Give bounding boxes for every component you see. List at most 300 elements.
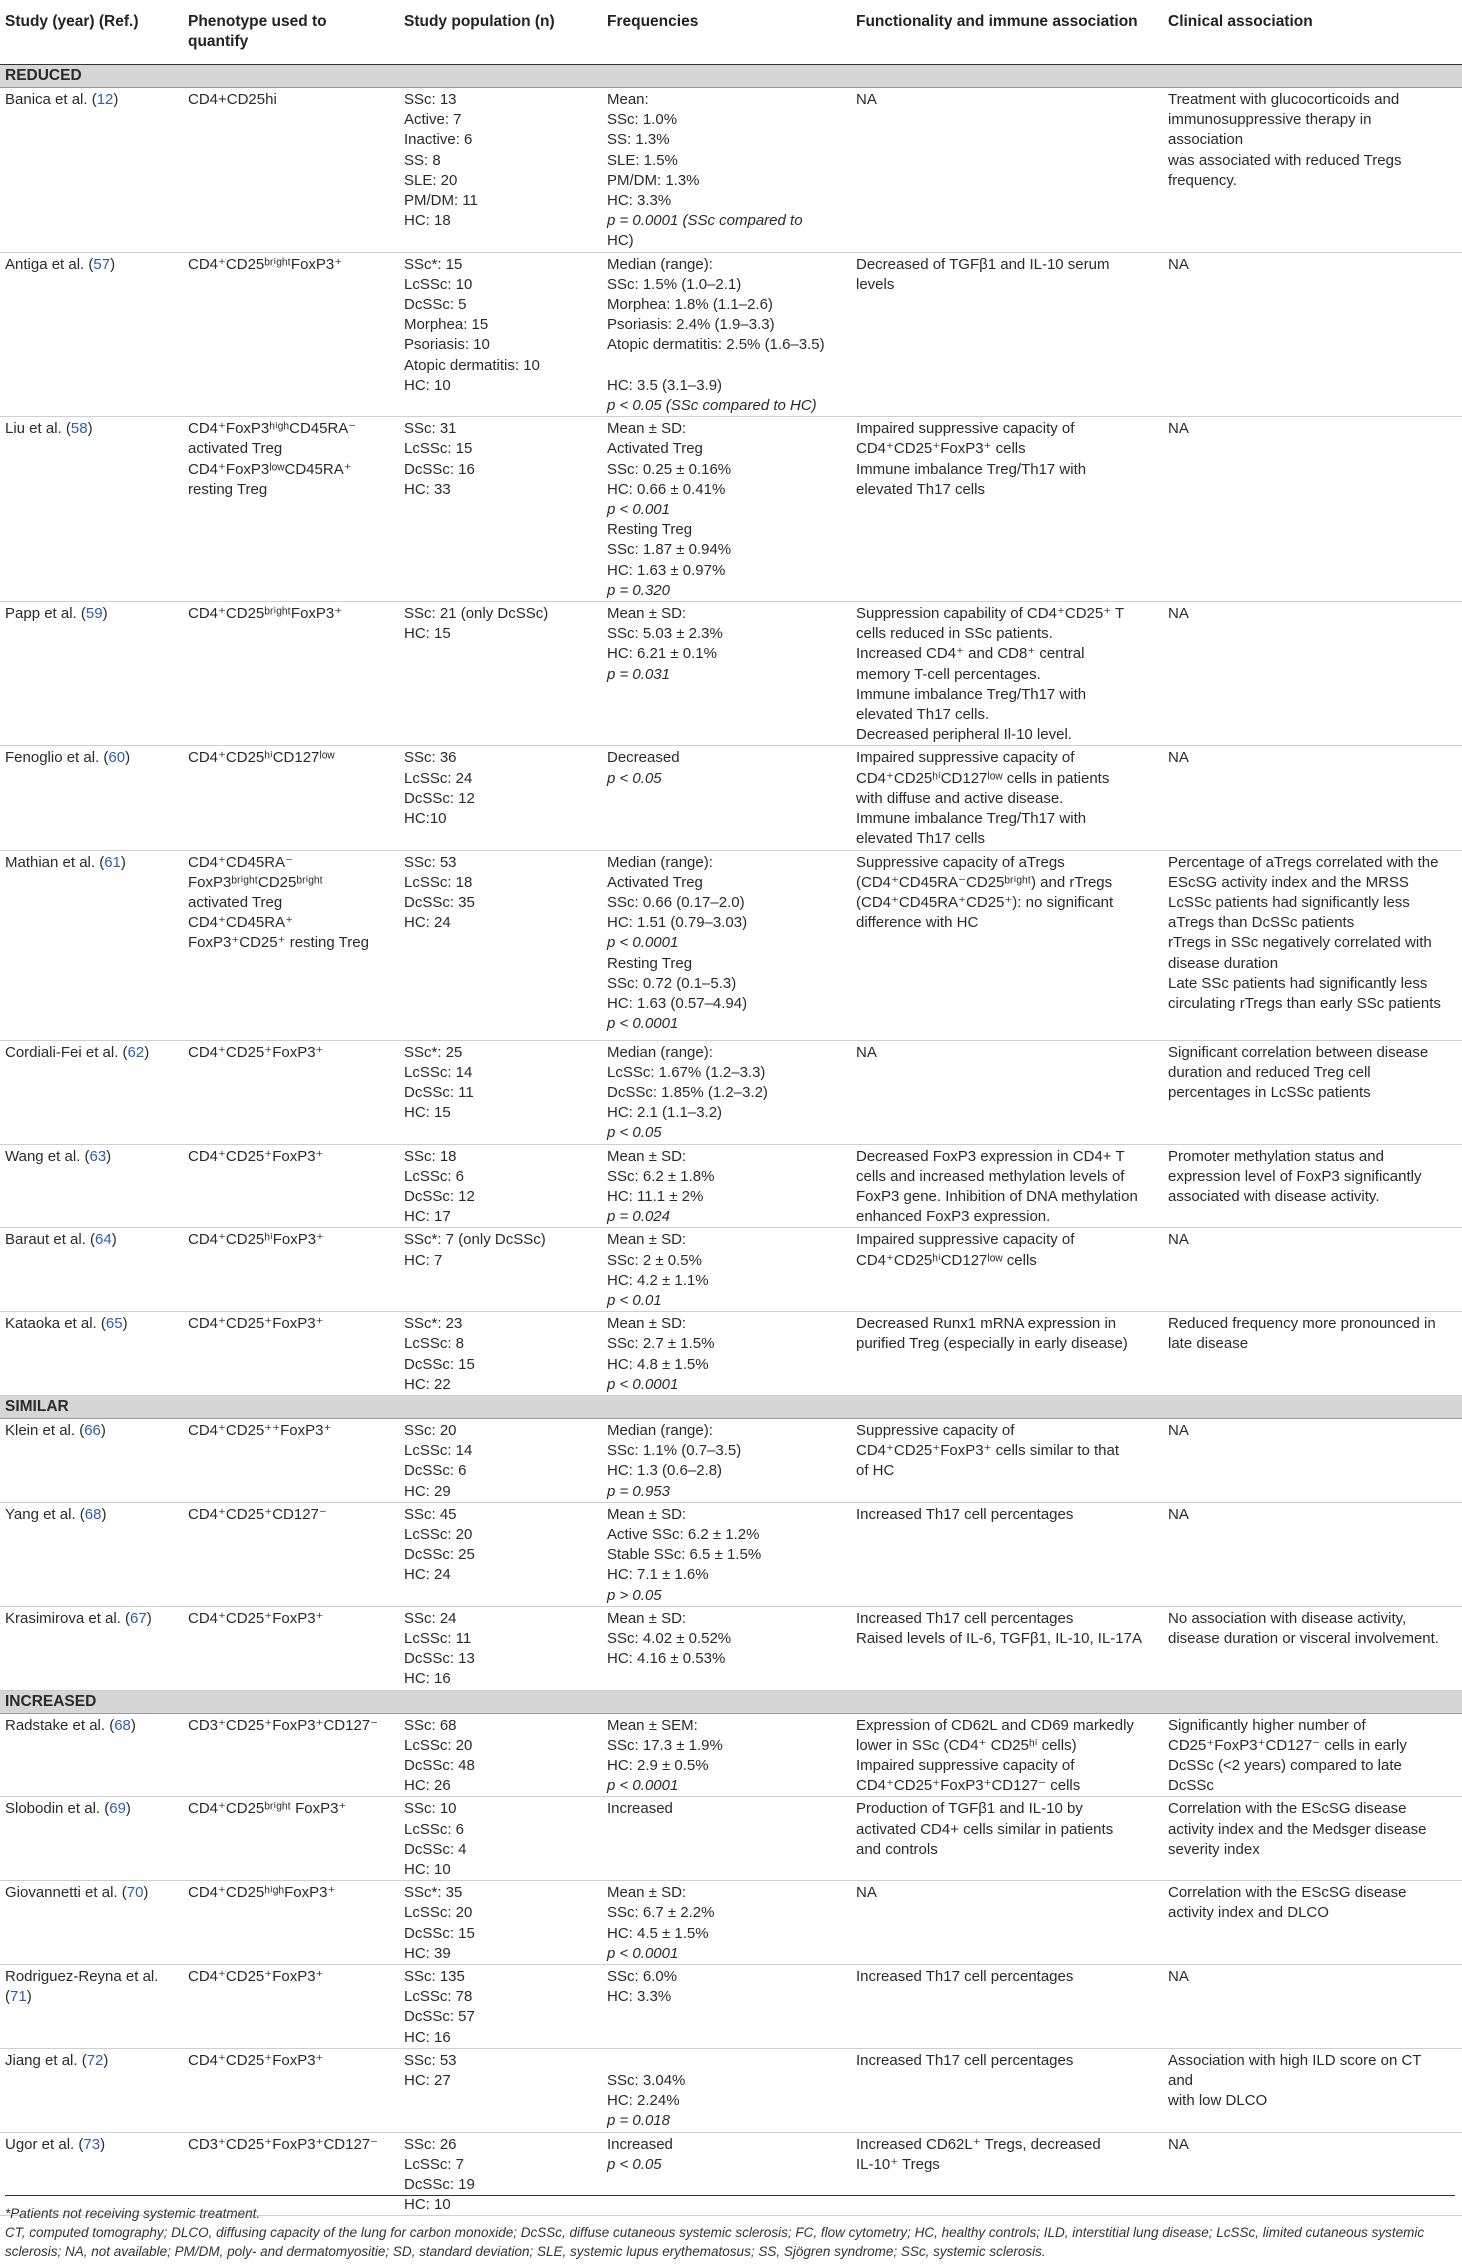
functionality-cell (851, 88, 1163, 253)
cell-line: HC: 3.3% (607, 1988, 672, 2006)
cell-line: CD4⁺CD25ʰⁱCD127ˡᵒʷ (188, 749, 335, 767)
cell-line: CD4⁺CD25⁺FoxP3⁺ (188, 1043, 324, 1061)
study-name-end: ) (143, 1884, 149, 1902)
cell-line: DcSSc: 12 (404, 1187, 475, 1205)
clinical-cell (1163, 1713, 1462, 1797)
study-name-end: ) (100, 1421, 106, 1439)
cell-line: DcSSc: 48 (404, 1757, 475, 1774)
cell-line: LcSSc: 10 (404, 275, 473, 293)
reference-link[interactable]: 64 (95, 1231, 112, 1249)
table-row (0, 1312, 1462, 1396)
cell-line: CD4⁺CD25⁺FoxP3⁺ (188, 1609, 324, 1627)
cell-line: LcSSc: 6 (404, 1167, 465, 1185)
header-population: Study population (n) (399, 0, 602, 65)
functionality-cell (851, 746, 1163, 850)
cell-line: enhanced FoxP3 expression. (856, 1208, 1051, 1226)
reference-link[interactable]: 65 (105, 1315, 123, 1333)
cell-line: SSc: 0.25 ± 0.16% (607, 460, 732, 478)
study-name: Giovannetti et al. ( (5, 1884, 127, 1902)
cell-line: Decreased Runx1 mRNA expression in (856, 1315, 1117, 1333)
cell-line: DcSSc: 15 (404, 1924, 475, 1942)
cell-line: and controls (856, 1840, 938, 1858)
cell-line: HC: 2.9 ± 0.5% (607, 1757, 709, 1774)
cell-line: memory T-cell percentages. (856, 665, 1041, 683)
frequencies-cell (602, 1965, 851, 2049)
cell-line: Increased (607, 2135, 673, 2153)
cell-line: expression level of FoxP3 significantly (1168, 1167, 1422, 1185)
cell-line: Mean ± SD: (607, 1505, 687, 1523)
functionality-cell (851, 850, 1163, 1040)
cell-line: CD4+CD25hi (188, 91, 277, 108)
cell-line: CD4⁺CD25⁺FoxP3⁺ (188, 2051, 324, 2069)
cell-line: EScSG activity index and the MRSS (1168, 873, 1409, 891)
functionality-cell (851, 602, 1163, 746)
reference-link[interactable]: 66 (84, 1421, 101, 1439)
cell-line: SSc: 17.3 ± 1.9% (607, 1736, 723, 1754)
cell-line: Suppressive capacity of (856, 1421, 1015, 1439)
cell-line: SSc*: 35 (404, 1884, 463, 1902)
reference-link[interactable]: 63 (89, 1147, 107, 1165)
cell-line: elevated Th17 cells. (856, 706, 990, 724)
cell-line: SS: 8 (404, 151, 441, 169)
cell-line: late disease (1168, 1335, 1249, 1353)
cell-line: DcSSc: 13 (404, 1650, 475, 1668)
reference-link[interactable]: 12 (96, 91, 114, 108)
study-cell (0, 1312, 183, 1396)
frequencies-cell (602, 602, 851, 746)
reference-link[interactable]: 69 (109, 1800, 126, 1818)
cell-line: HC: 4.16 ± 0.53% (607, 1650, 726, 1668)
reference-link[interactable]: 61 (104, 853, 121, 871)
study-name-end: ) (111, 1231, 117, 1249)
clinical-cell (1163, 1606, 1462, 1690)
population-cell (399, 252, 602, 417)
study-cell (0, 1713, 183, 1797)
population-cell (399, 1881, 602, 1965)
table-row (0, 1144, 1462, 1228)
functionality-cell (851, 1606, 1163, 1690)
cell-line: SSc: 1.5% (1.0–2.1) (607, 275, 742, 293)
cell-line: NA (1168, 2135, 1189, 2153)
cell-line: Mean ± SD: (607, 1147, 687, 1165)
cell-line: CD4⁺CD25⁺FoxP3⁺ cells (856, 440, 1026, 458)
study-cell (0, 746, 183, 850)
header-frequencies: Frequencies (602, 0, 851, 65)
population-cell (399, 1228, 602, 1312)
cell-line: HC: 1.51 (0.79–3.03) (607, 914, 748, 932)
table-row (0, 1228, 1462, 1312)
cell-line: HC: 3.3% (607, 192, 672, 210)
study-name-end: ) (125, 749, 131, 767)
phenotype-cell (183, 1040, 399, 1144)
cell-line: activated Treg (188, 893, 283, 911)
cell-line: Mean: (607, 91, 649, 108)
cell-line: Correlation with the EScSG disease (1168, 1800, 1407, 1818)
cell-line: HC: 7 (404, 1251, 443, 1269)
study-name: Antiga et al. ( (5, 255, 94, 273)
cell-line: DcSSc: 6 (404, 1462, 467, 1480)
cell-line: Increased Th17 cell percentages (856, 1505, 1074, 1523)
cell-line: Psoriasis: 2.4% (1.9–3.3) (607, 316, 775, 334)
clinical-cell (1163, 1881, 1462, 1965)
cell-line: SSc: 135 (404, 1968, 465, 1986)
reference-link[interactable]: 73 (83, 2135, 101, 2153)
table-row (0, 417, 1462, 602)
cell-line: immunosuppressive therapy in association (1168, 111, 1372, 149)
cell-line: circulating rTregs than early SSc patients (1168, 994, 1441, 1012)
cell-line: SSc: 5.03 ± 2.3% (607, 625, 723, 643)
frequencies-cell (602, 252, 851, 417)
study-cell (0, 1797, 183, 1881)
study-name: Baraut et al. ( (5, 1231, 96, 1249)
cell-line: duration and reduced Treg cell (1168, 1063, 1371, 1081)
phenotype-cell (183, 1418, 399, 1502)
cell-line: No association with disease activity, (1168, 1609, 1407, 1627)
cell-line: severity index (1168, 1840, 1260, 1858)
frequencies-cell (602, 1713, 851, 1797)
cell-line: HC: 26 (404, 1777, 451, 1795)
table-row (0, 2048, 1462, 2132)
cell-line: Raised levels of IL-6, TGFβ1, IL-10, IL-17A (856, 1629, 1142, 1647)
cell-line: p = 0.031 (607, 665, 670, 683)
cell-line: CD4⁺CD25ʰⁱCD127ˡᵒʷ cells (856, 1251, 1037, 1269)
population-cell (399, 1312, 602, 1396)
cell-line: NA (1168, 605, 1189, 623)
study-cell (0, 602, 183, 746)
cell-line: CD4⁺CD25ʰⁱCD127ˡᵒʷ cells in patients (856, 769, 1110, 787)
reference-link[interactable]: 68 (84, 1505, 102, 1523)
study-name: Papp et al. ( (5, 605, 86, 623)
cell-line: DcSSc (<2 years) compared to late (1168, 1757, 1402, 1774)
functionality-cell (851, 1797, 1163, 1881)
cell-line: SSc: 45 (404, 1505, 457, 1523)
reference-link[interactable]: 60 (108, 749, 126, 767)
study-name: Cordiali-Fei et al. ( (5, 1043, 128, 1061)
cell-line: CD3⁺CD25⁺FoxP3⁺CD127⁻ (188, 1716, 379, 1734)
cell-line: Significantly higher number of (1168, 1716, 1366, 1734)
study-name-end: ) (125, 1800, 131, 1818)
study-name: Banica et al. ( (5, 91, 97, 108)
cell-line: SSc*: 15 (404, 255, 463, 273)
cell-line: LcSSc: 14 (404, 1442, 473, 1460)
phenotype-cell (183, 1312, 399, 1396)
population-cell (399, 1040, 602, 1144)
table-row (0, 850, 1462, 1040)
study-name: Krasimirova et al. ( (5, 1609, 131, 1627)
frequencies-cell (602, 746, 851, 850)
clinical-cell (1163, 1502, 1462, 1606)
cell-line: disease duration or visceral involvement. (1168, 1629, 1439, 1647)
study-name-end: ) (120, 853, 126, 871)
reference-link[interactable]: 59 (85, 605, 103, 623)
functionality-cell (851, 417, 1163, 602)
cell-line: activated CD4+ cells similar in patients (856, 1820, 1114, 1838)
frequencies-cell (602, 88, 851, 253)
cell-line: CD3⁺CD25⁺FoxP3⁺CD127⁻ (188, 2135, 379, 2153)
clinical-cell (1163, 88, 1462, 253)
cell-line: p < 0.0001 (607, 1944, 679, 1962)
functionality-cell (851, 1418, 1163, 1502)
cell-line: p < 0.05 (607, 2155, 662, 2173)
cell-line: SLE: 20 (404, 171, 458, 189)
table-body (0, 65, 1462, 2216)
clinical-cell (1163, 602, 1462, 746)
cell-line: NA (1168, 1421, 1189, 1439)
cell-line: Decreased FoxP3 expression in CD4+ T (856, 1147, 1125, 1165)
frequencies-cell (602, 1606, 851, 1690)
header-phenotype: Phenotype used to quantify (183, 0, 399, 65)
cell-line: p = 0.320 (607, 581, 670, 599)
cell-line: SSc: 0.66 (0.17–2.0) (607, 893, 745, 911)
reference-link[interactable]: 70 (126, 1884, 144, 1902)
cell-line: CD4⁺CD25⁺FoxP3⁺ (188, 1147, 324, 1165)
population-cell (399, 1713, 602, 1797)
cell-line: DcSSc: 57 (404, 2008, 475, 2026)
cell-line: LcSSc: 14 (404, 1063, 473, 1081)
functionality-cell (851, 1881, 1163, 1965)
frequencies-cell (602, 1144, 851, 1228)
cell-line: Mean ± SD: (607, 1884, 687, 1902)
clinical-cell (1163, 252, 1462, 417)
cell-line: lower in SSc (CD4⁺ CD25ʰⁱ cells) (856, 1736, 1077, 1754)
cell-line: SSc: 6.0% (607, 1968, 678, 1986)
phenotype-cell (183, 1965, 399, 2049)
section-header-reduced (0, 65, 1462, 88)
cell-line: HC:10 (404, 810, 447, 828)
phenotype-cell (183, 850, 399, 1040)
cell-line: associated with disease activity. (1168, 1187, 1380, 1205)
frequencies-cell (602, 1312, 851, 1396)
phenotype-cell (183, 746, 399, 850)
cell-line: cells reduced in SSc patients. (856, 625, 1053, 643)
cell-line (607, 2051, 839, 2071)
cell-line: LcSSc patients had significantly less (1168, 893, 1410, 911)
cell-line: CD4⁺CD45RA⁻ (188, 853, 294, 871)
cell-line: HC: 24 (404, 1566, 451, 1584)
cell-line: Correlation with the EScSG disease (1168, 1884, 1407, 1902)
cell-line: Mean ± SD: (607, 605, 687, 623)
cell-line: CD4⁺CD25ᵇʳⁱᵍʰᵗFoxP3⁺ (188, 605, 343, 623)
cell-line: p = 0.024 (607, 1208, 670, 1226)
cell-line: Increased Th17 cell percentages (856, 1968, 1074, 1986)
cell-line: p = 0.953 (607, 1482, 670, 1500)
table-row (0, 1502, 1462, 1606)
table-row (0, 1418, 1462, 1502)
functionality-cell (851, 252, 1163, 417)
cell-line: HC: 33 (404, 480, 451, 498)
cell-line: levels (856, 275, 895, 293)
cell-line: CD4⁺CD25ʰⁱᵍʰFoxP3⁺ (188, 1884, 336, 1902)
cell-line: Immune imbalance Treg/Th17 with (856, 685, 1087, 703)
cell-line: SSc: 2 ± 0.5% (607, 1251, 702, 1269)
cell-line: Increased CD62L⁺ Tregs, decreased (856, 2135, 1101, 2153)
cell-line: NA (1168, 749, 1189, 767)
cell-line: HC: 39 (404, 1944, 451, 1962)
cell-line: HC: 18 (404, 212, 451, 230)
cell-line: SSc: 53 (404, 853, 457, 871)
cell-line: Median (range): (607, 853, 713, 871)
cell-line: HC: 3.5 (3.1–3.9) (607, 376, 723, 394)
study-cell (0, 1881, 183, 1965)
study-cell (0, 252, 183, 417)
reference-link[interactable]: 71 (10, 1988, 27, 2006)
population-cell (399, 1418, 602, 1502)
cell-line: Late SSc patients had significantly less (1168, 974, 1428, 992)
study-name-end: ) (26, 1988, 32, 2006)
cell-line: Mean ± SD: (607, 420, 687, 438)
reference-link[interactable]: 62 (127, 1043, 145, 1061)
table-row (0, 1606, 1462, 1690)
cell-line: SSc: 6.7 ± 2.2% (607, 1904, 715, 1922)
functionality-cell (851, 1144, 1163, 1228)
cell-line: Active SSc: 6.2 ± 1.2% (607, 1525, 760, 1543)
phenotype-cell (183, 602, 399, 746)
frequencies-cell (602, 1502, 851, 1606)
clinical-cell (1163, 1418, 1462, 1502)
cell-line: Decreased (607, 749, 680, 767)
frequencies-cell (602, 1418, 851, 1502)
cell-line: difference with HC (856, 914, 979, 932)
study-name: Liu et al. ( (5, 420, 71, 438)
clinical-cell (1163, 1040, 1462, 1144)
cell-line: HC: 1.63 (0.57–4.94) (607, 994, 748, 1012)
table-row (0, 88, 1462, 253)
study-cell (0, 88, 183, 253)
cell-line: NA (1168, 420, 1189, 438)
table-row (0, 1881, 1462, 1965)
cell-line: NA (856, 1884, 877, 1902)
cell-line: p < 0.0001 (607, 1015, 679, 1033)
cell-line: p < 0.0001 (607, 1375, 679, 1393)
cell-line: p < 0.01 (607, 1291, 662, 1309)
reference-link[interactable]: 68 (114, 1716, 131, 1734)
functionality-cell (851, 1040, 1163, 1144)
cell-line: elevated Th17 cells (856, 480, 985, 498)
cell-line: HC: 4.5 ± 1.5% (607, 1924, 709, 1942)
cell-line: HC: 2.24% (607, 2092, 680, 2110)
clinical-cell (1163, 1312, 1462, 1396)
cell-line: p < 0.05 (SSc compared to HC) (607, 397, 817, 415)
reference-link[interactable]: 67 (130, 1609, 147, 1627)
cell-line: HC: 6.21 ± 0.1% (607, 645, 717, 663)
cell-line: with low DLCO (1168, 2092, 1268, 2110)
cell-line: LcSSc: 8 (404, 1335, 465, 1353)
study-name-end: ) (100, 2135, 106, 2153)
functionality-cell (851, 1713, 1163, 1797)
study-cell (0, 1144, 183, 1228)
population-cell (399, 602, 602, 746)
header-clinical: Clinical association (1163, 0, 1462, 65)
cell-line: SSc: 1.87 ± 0.94% (607, 541, 732, 559)
cell-line: Increased Th17 cell percentages (856, 2051, 1074, 2069)
phenotype-cell (183, 88, 399, 253)
cell-line: Significant correlation between disease (1168, 1043, 1429, 1061)
cell-line: DcSSc: 5 (404, 296, 467, 314)
cell-line: HC) (607, 232, 634, 250)
cell-line: Increased CD4⁺ and CD8⁺ central (856, 645, 1085, 663)
cell-line: Reduced frequency more pronounced in (1168, 1315, 1436, 1333)
cell-line: CD4⁺CD25⁺⁺FoxP3⁺ (188, 1421, 332, 1439)
study-name: Yang et al. ( (5, 1505, 85, 1523)
cell-line: LcSSc: 20 (404, 1736, 473, 1754)
functionality-cell (851, 2048, 1163, 2132)
cell-line: FoxP3ᵇʳⁱᵍʰᵗCD25ᵇʳⁱᵍʰᵗ (188, 873, 323, 891)
clinical-cell (1163, 850, 1462, 1040)
cell-line: LcSSc: 11 (404, 1629, 472, 1647)
footnotes (5, 2195, 1455, 2261)
cell-line: Psoriasis: 10 (404, 336, 490, 354)
phenotype-cell (183, 252, 399, 417)
cell-line: SSc: 36 (404, 749, 457, 767)
cell-line: Mean ± SD: (607, 1315, 687, 1333)
cell-line: p < 0.05 (607, 769, 662, 787)
cell-line: Inactive: 6 (404, 131, 473, 149)
cell-line: was associated with reduced Tregs (1168, 151, 1402, 169)
table-row (0, 1713, 1462, 1797)
cell-line: CD4⁺CD25⁺FoxP3⁺ cells similar to that (856, 1442, 1119, 1460)
table-row (0, 746, 1462, 850)
population-cell (399, 417, 602, 602)
phenotype-cell (183, 1144, 399, 1228)
reference-link[interactable]: 57 (93, 255, 111, 273)
study-name-end: ) (103, 2051, 109, 2069)
header-row (0, 0, 1462, 65)
cell-line: LcSSc: 18 (404, 873, 473, 891)
cell-line: PM/DM: 1.3% (607, 171, 700, 189)
cell-line: p < 0.05 (607, 1124, 662, 1142)
phenotype-cell (183, 1713, 399, 1797)
frequencies-cell (602, 1881, 851, 1965)
cell-line: DcSSc: 35 (404, 893, 475, 911)
cell-line: LcSSc: 7 (404, 2155, 465, 2173)
study-cell (0, 2048, 183, 2132)
cell-line: CD4⁺CD25ᵇʳⁱᵍʰᵗFoxP3⁺ (188, 255, 343, 273)
cell-line: SS: 1.3% (607, 131, 670, 149)
study-name-end: ) (130, 1716, 136, 1734)
cell-line: Increased (607, 1800, 673, 1818)
cell-line: Promoter methylation status and (1168, 1147, 1384, 1165)
frequencies-cell (602, 1040, 851, 1144)
cell-line: HC: 4.8 ± 1.5% (607, 1355, 709, 1373)
cell-line: p < 0.0001 (607, 1777, 679, 1795)
reference-link[interactable]: 58 (70, 420, 88, 438)
cell-line: LcSSc: 15 (404, 440, 473, 458)
functionality-cell (851, 1228, 1163, 1312)
reference-link[interactable]: 72 (86, 2051, 104, 2069)
cell-line: activity index and DLCO (1168, 1904, 1329, 1922)
section-header-similar (0, 1395, 1462, 1418)
cell-line: CD4⁺FoxP3ˡᵒʷCD45RA⁺ (188, 460, 352, 478)
study-cell (0, 1606, 183, 1690)
cell-line: Morphea: 15 (404, 316, 489, 334)
cell-line: CD4⁺CD25⁺FoxP3⁺ (188, 1968, 324, 1986)
cell-line: HC: 1.63 ± 0.97% (607, 561, 726, 579)
cell-line: LcSSc: 78 (404, 1988, 473, 2006)
cell-line: with diffuse and active disease. (856, 789, 1064, 807)
footnote-asterisk: *Patients not receiving systemic treatment. (5, 2206, 261, 2221)
cell-line: SSc: 24 (404, 1609, 457, 1627)
section-header-increased (0, 1690, 1462, 1713)
study-cell (0, 1502, 183, 1606)
cell-line: Suppression capability of CD4⁺CD25⁺ T (856, 605, 1125, 623)
study-name-end: ) (106, 1147, 112, 1165)
study-name-end: ) (110, 255, 116, 273)
cell-line: SSc: 6.2 ± 1.8% (607, 1167, 715, 1185)
cell-line: NA (1168, 255, 1189, 273)
cell-line: HC: 29 (404, 1482, 451, 1500)
cell-line: Impaired suppressive capacity of (856, 420, 1075, 438)
cell-line: Activated Treg (607, 440, 703, 458)
